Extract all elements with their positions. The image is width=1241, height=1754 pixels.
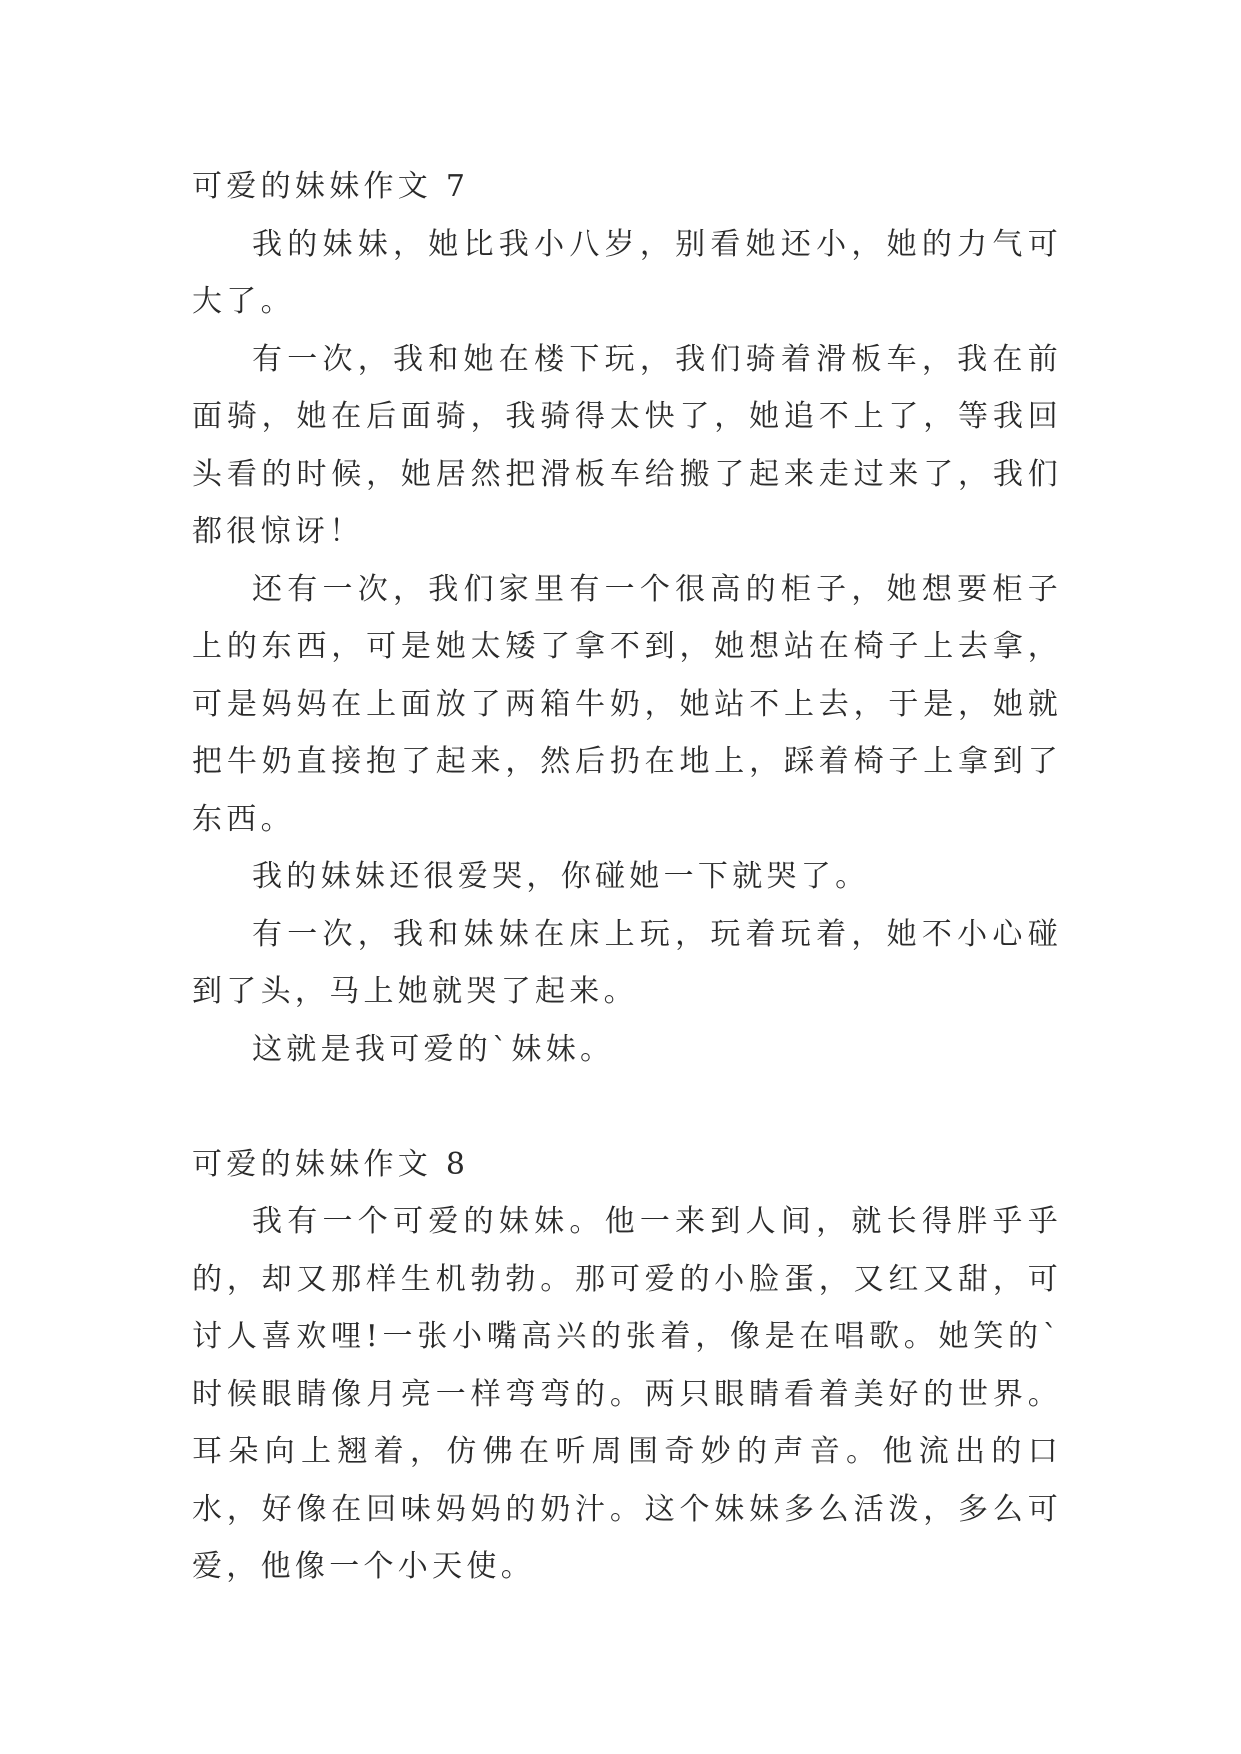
essay-8 <box>192 1136 1062 1596</box>
essay-7 <box>192 158 1062 1078</box>
essay-paragraph: 我的妹妹，她比我小八岁，别看她还小，她的力气可大了。 <box>192 226 1062 319</box>
section-spacer <box>192 1078 1062 1136</box>
essay-paragraph: 有一次，我和妹妹在床上玩，玩着玩着，她不小心碰到了头，马上她就哭了起来。 <box>192 916 1062 1009</box>
essay-paragraph: 这就是我可爱的`妹妹。 <box>252 1031 615 1067</box>
essay-paragraph: 我的妹妹还很爱哭，你碰她一下就哭了。 <box>252 859 870 894</box>
essay-paragraph: 有一次，我和她在楼下玩，我们骑着滑板车，我在前面骑，她在后面骑，我骑得太快了，她追不上了，等我回头看的时候，她居然把滑板车给搬了起来走过来了，我们都很惊讶！ <box>192 341 1062 549</box>
essay-title: 可爱的妹妹作文 8 <box>192 1146 470 1182</box>
essay-title: 可爱的妹妹作文 7 <box>192 169 470 204</box>
document-body <box>192 158 1062 1596</box>
essay-paragraph: 我有一个可爱的妹妹。他一来到人间，就长得胖乎乎的，却又那样生机勃勃。那可爱的小脸蛋，又红又甜，可讨人喜欢哩!一张小嘴高兴的张着，像是在唱歌。她笑的`时候眼睛像月亮一样弯弯的。两只眼睛看着美好的世界。耳朵向上翘着，仿佛在听周围奇妙的声音。他流出的口水，好像在回味妈妈的奶汁。这个妹妹多么活泼，多么可爱，他像一个小天使。 <box>192 1204 1062 1584</box>
essay-paragraph: 还有一次，我们家里有一个很高的柜子，她想要柜子上的东西，可是她太矮了拿不到，她想站在椅子上去拿，可是妈妈在上面放了两箱牛奶，她站不上去，于是，她就把牛奶直接抱了起来，然后扔在地上，踩着椅子上拿到了东西。 <box>192 571 1062 837</box>
